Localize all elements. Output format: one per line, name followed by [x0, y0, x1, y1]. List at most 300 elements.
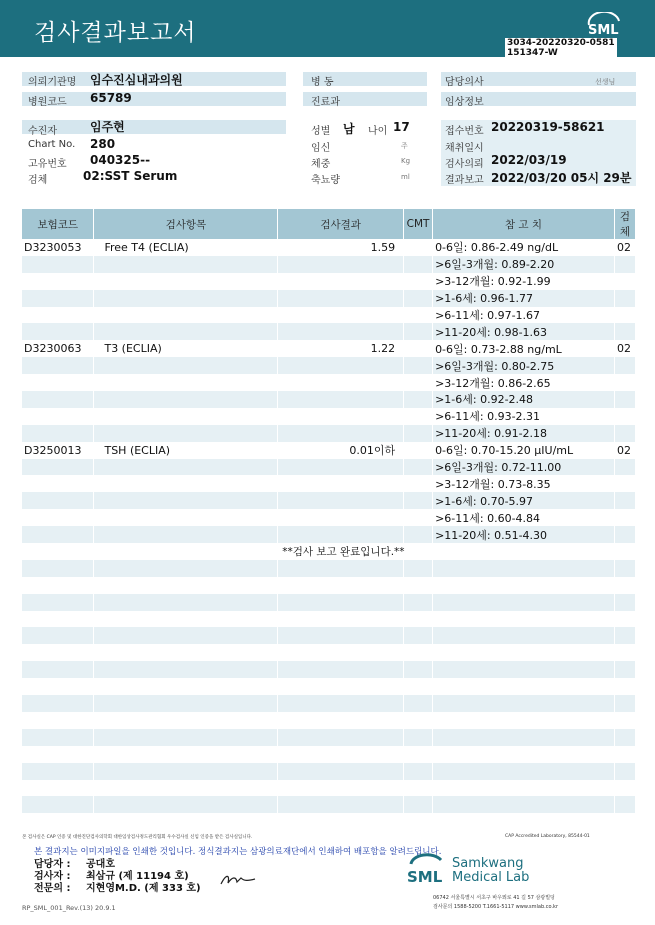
empty-cell [433, 594, 615, 611]
cmt-cell [404, 374, 433, 391]
table-row [22, 340, 636, 357]
empty-cell [22, 729, 94, 746]
insurance-code-cell [22, 391, 94, 408]
result-cell [278, 323, 404, 340]
test-item-cell [94, 273, 278, 290]
manager-value: 공대호 [86, 859, 115, 870]
age-label: 나이 [368, 126, 388, 137]
empty-cell [614, 695, 635, 712]
specimen-cell [614, 256, 635, 273]
table-row [22, 442, 636, 459]
empty-cell [614, 678, 635, 695]
empty-cell [433, 712, 615, 729]
specimen-cell [614, 391, 635, 408]
empty-cell [22, 594, 94, 611]
insurance-code-cell [22, 374, 94, 391]
test-item-cell [94, 425, 278, 442]
empty-cell [614, 661, 635, 678]
empty-row [22, 746, 636, 763]
empty-cell [22, 543, 94, 560]
table-row [22, 290, 636, 307]
col-test-item: 검사항목 [94, 209, 278, 239]
specimen-cell [614, 323, 635, 340]
empty-cell [94, 729, 278, 746]
table-row [22, 323, 636, 340]
result-cell [278, 526, 404, 543]
empty-cell [404, 644, 433, 661]
reference-cell: >6-11세: 0.97-1.67 [433, 307, 615, 324]
specimen-cell [614, 273, 635, 290]
empty-cell [433, 661, 615, 678]
chart-value: 280 [90, 137, 116, 151]
test-item-cell [94, 492, 278, 509]
reference-cell: 0-6일: 0.70-15.20 µIU/mL [433, 442, 615, 459]
completion-row [22, 543, 636, 560]
empty-cell [22, 661, 94, 678]
empty-row [22, 560, 636, 577]
hospital-code-value: 65789 [90, 91, 132, 105]
empty-cell [22, 644, 94, 661]
result-cell [278, 290, 404, 307]
table-row [22, 374, 636, 391]
table-row [22, 357, 636, 374]
empty-cell [404, 813, 433, 830]
empty-row [22, 796, 636, 813]
specimen-cell [614, 509, 635, 526]
cmt-cell [404, 256, 433, 273]
request-label: 검사의뢰 [445, 159, 484, 170]
table-row [22, 391, 636, 408]
insurance-code-cell [22, 526, 94, 543]
specimen-cell [614, 425, 635, 442]
examiner-value: 최삼규 (제 11194 호) [86, 871, 189, 882]
empty-cell [433, 729, 615, 746]
insurance-code-cell [22, 273, 94, 290]
pregnancy-label: 임신 [311, 143, 331, 154]
empty-cell [278, 729, 404, 746]
svg-text:SML: SML [407, 868, 443, 886]
test-item-cell [94, 307, 278, 324]
empty-cell [404, 661, 433, 678]
result-cell: 0.01이하 [278, 442, 404, 459]
empty-cell [404, 796, 433, 813]
insurance-code-cell: D3250013 [22, 442, 94, 459]
empty-cell [278, 746, 404, 763]
urine-label: 축뇨량 [311, 175, 340, 186]
specimen-cell: 02 [614, 239, 635, 256]
empty-cell [94, 678, 278, 695]
collect-label: 채취일시 [445, 143, 484, 154]
empty-cell [614, 746, 635, 763]
empty-cell [433, 763, 615, 780]
id-value: 040325-- [90, 153, 151, 167]
insurance-code-cell [22, 323, 94, 340]
test-item-cell [94, 391, 278, 408]
insurance-code-cell [22, 425, 94, 442]
empty-cell [278, 627, 404, 644]
empty-cell [404, 560, 433, 577]
empty-cell [278, 577, 404, 594]
specimen-cell [614, 290, 635, 307]
empty-cell [278, 813, 404, 830]
cmt-cell [404, 307, 433, 324]
reference-cell: >11-20세: 0.51-4.30 [433, 526, 615, 543]
clinic-value: 임수진심내과의원 [90, 73, 183, 87]
test-item-cell [94, 509, 278, 526]
empty-cell [278, 780, 404, 797]
report-value: 2022/03/20 05시 29분 [491, 171, 632, 185]
cmt-cell [404, 340, 433, 357]
empty-cell [94, 763, 278, 780]
empty-row [22, 712, 636, 729]
empty-cell [433, 746, 615, 763]
empty-row [22, 678, 636, 695]
empty-cell [278, 594, 404, 611]
empty-cell [433, 678, 615, 695]
empty-cell [404, 611, 433, 628]
hospital-code-label: 병원코드 [28, 97, 67, 108]
empty-cell [433, 577, 615, 594]
result-cell [278, 374, 404, 391]
report-title: 검사결과보고서 [34, 20, 197, 46]
test-item-cell [94, 374, 278, 391]
revision-code: RP_SML_001_Rev.(13) 20.9.1 [22, 904, 116, 912]
empty-cell [22, 560, 94, 577]
test-item-cell [94, 526, 278, 543]
reference-cell: >3-12개월: 0.92-1.99 [433, 273, 615, 290]
specimen-cell [614, 357, 635, 374]
empty-cell [614, 712, 635, 729]
specimen-cell [614, 374, 635, 391]
result-cell [278, 256, 404, 273]
empty-cell [94, 594, 278, 611]
gender-value: 남 [343, 122, 355, 136]
test-item-cell [94, 459, 278, 476]
insurance-code-cell [22, 307, 94, 324]
col-cmt: CMT [404, 209, 433, 239]
cmt-cell [404, 323, 433, 340]
empty-cell [614, 796, 635, 813]
empty-cell [433, 695, 615, 712]
empty-cell [278, 796, 404, 813]
empty-cell [94, 746, 278, 763]
empty-cell [404, 746, 433, 763]
test-item-cell [94, 323, 278, 340]
insurance-code-cell [22, 509, 94, 526]
specimen-cell: 02 [614, 442, 635, 459]
empty-cell [614, 644, 635, 661]
test-item-cell [94, 475, 278, 492]
empty-cell [614, 763, 635, 780]
empty-row [22, 763, 636, 780]
urine-unit: ml [401, 173, 410, 181]
empty-cell [94, 661, 278, 678]
table-row [22, 273, 636, 290]
cmt-cell [404, 408, 433, 425]
print-notice: 본 결과지는 이미지파일을 인쇄한 것입니다. 정식결과지는 삼광의료재단에서 인쇄하여 배포함을 알려드립니다. [34, 847, 442, 857]
request-value: 2022/03/19 [491, 153, 567, 167]
empty-cell [22, 712, 94, 729]
table-row [22, 256, 636, 273]
specimen-cell [614, 307, 635, 324]
empty-cell [433, 780, 615, 797]
empty-cell [94, 611, 278, 628]
insurance-code-cell [22, 408, 94, 425]
cmt-cell [404, 492, 433, 509]
lab-name: Samkwang Medical Lab [452, 856, 530, 885]
test-item-cell: T3 (ECLIA) [94, 340, 278, 357]
insurance-code-cell: D3230053 [22, 239, 94, 256]
reference-cell: >1-6세: 0.70-5.97 [433, 492, 615, 509]
empty-cell [404, 695, 433, 712]
test-item-cell: TSH (ECLIA) [94, 442, 278, 459]
empty-cell [614, 729, 635, 746]
empty-cell [614, 577, 635, 594]
empty-row [22, 813, 636, 830]
manager-label: 담당자 : [34, 859, 71, 870]
result-cell: 1.59 [278, 239, 404, 256]
specimen-cell [614, 492, 635, 509]
col-insurance-code: 보험코드 [22, 209, 94, 239]
empty-cell [94, 543, 278, 560]
empty-cell [94, 695, 278, 712]
empty-cell [404, 627, 433, 644]
doctor-label: 담당의사 [445, 77, 484, 88]
table-row [22, 492, 636, 509]
accreditation-note: 본 검사실은 CAP 인증 및 대한진단검사의학회 대한임상검사정도관리협회 우수검사실 신임 인증을 받은 검사실입니다. [22, 835, 253, 840]
empty-row [22, 780, 636, 797]
table-row [22, 526, 636, 543]
col-reference: 참 고 치 [433, 209, 615, 239]
specimen-cell: 02 [614, 340, 635, 357]
specimen-cell [614, 526, 635, 543]
result-cell: 1.22 [278, 340, 404, 357]
pregnancy-unit: 주 [401, 142, 408, 150]
gender-label: 성별 [311, 126, 331, 137]
empty-row [22, 729, 636, 746]
empty-cell [22, 813, 94, 830]
reference-cell: >6-11세: 0.60-4.84 [433, 509, 615, 526]
empty-cell [278, 611, 404, 628]
empty-cell [94, 577, 278, 594]
empty-cell [278, 560, 404, 577]
insurance-code-cell [22, 290, 94, 307]
cap-note: CAP Accredited Laboratory, 85544-01 [505, 834, 590, 839]
empty-cell [404, 678, 433, 695]
age-value: 17 [393, 120, 410, 134]
empty-cell [404, 712, 433, 729]
insurance-code-cell [22, 475, 94, 492]
empty-cell [22, 746, 94, 763]
clinical-label: 임상정보 [445, 97, 484, 108]
results-table [22, 209, 636, 830]
reference-cell: >11-20세: 0.98-1.63 [433, 323, 615, 340]
reference-cell: 0-6일: 0.86-2.49 ng/dL [433, 239, 615, 256]
empty-cell [94, 780, 278, 797]
empty-cell [22, 763, 94, 780]
dept-label: 진료과 [311, 97, 340, 108]
patient-label: 수진자 [28, 126, 57, 137]
receipt-label: 접수번호 [445, 126, 484, 137]
cmt-cell [404, 475, 433, 492]
cmt-cell [404, 509, 433, 526]
empty-cell [22, 577, 94, 594]
receipt-value: 20220319-58621 [491, 120, 605, 134]
weight-label: 체중 [311, 159, 331, 170]
signature-icon [218, 872, 258, 888]
empty-cell [22, 695, 94, 712]
logo-text: SML [588, 23, 619, 38]
cmt-cell [404, 391, 433, 408]
empty-cell [22, 627, 94, 644]
sml-logo-icon [585, 12, 623, 38]
patient-row-bg [22, 120, 286, 134]
test-item-cell [94, 290, 278, 307]
empty-cell [404, 729, 433, 746]
empty-row [22, 695, 636, 712]
table-row [22, 509, 636, 526]
result-cell [278, 475, 404, 492]
empty-cell [614, 543, 635, 560]
specimen-cell [614, 475, 635, 492]
empty-cell [614, 594, 635, 611]
empty-cell [404, 780, 433, 797]
test-item-cell: Free T4 (ECLIA) [94, 239, 278, 256]
empty-cell [278, 695, 404, 712]
reference-number: 3034-20220320-0581 151347-W [507, 38, 615, 58]
empty-cell [278, 644, 404, 661]
empty-row [22, 627, 636, 644]
result-cell [278, 273, 404, 290]
empty-row [22, 661, 636, 678]
result-cell [278, 408, 404, 425]
test-item-cell [94, 408, 278, 425]
specialist-value: 지현영M.D. (제 333 호) [86, 883, 201, 894]
result-cell [278, 425, 404, 442]
reference-cell: >6-11세: 0.93-2.31 [433, 408, 615, 425]
insurance-code-cell: D3230063 [22, 340, 94, 357]
reference-cell: >6일-3개월: 0.72-11.00 [433, 459, 615, 476]
col-result: 검사결과 [278, 209, 404, 239]
reference-cell: >1-6세: 0.92-2.48 [433, 391, 615, 408]
empty-cell [433, 644, 615, 661]
empty-cell [433, 560, 615, 577]
empty-cell [22, 796, 94, 813]
empty-cell [94, 627, 278, 644]
empty-cell [404, 594, 433, 611]
insurance-code-cell [22, 459, 94, 476]
result-cell [278, 307, 404, 324]
table-row [22, 425, 636, 442]
table-row [22, 459, 636, 476]
empty-row [22, 644, 636, 661]
examiner-label: 검사자 : [34, 871, 71, 882]
cmt-cell [404, 239, 433, 256]
empty-cell [22, 678, 94, 695]
specimen-cell [614, 408, 635, 425]
table-row [22, 307, 636, 324]
insurance-code-cell [22, 492, 94, 509]
empty-cell [433, 813, 615, 830]
report-label: 결과보고 [445, 175, 484, 186]
empty-cell [94, 644, 278, 661]
specialist-label: 전문의 : [34, 883, 71, 894]
empty-row [22, 594, 636, 611]
cmt-cell [404, 357, 433, 374]
empty-cell [433, 796, 615, 813]
table-header-row [22, 209, 636, 239]
empty-cell [433, 627, 615, 644]
empty-cell [94, 796, 278, 813]
empty-row [22, 577, 636, 594]
reference-cell: >6일-3개월: 0.89-2.20 [433, 256, 615, 273]
id-label: 고유번호 [28, 159, 67, 170]
result-cell [278, 492, 404, 509]
reference-cell: >3-12개월: 0.73-8.35 [433, 475, 615, 492]
cmt-cell [404, 290, 433, 307]
result-cell [278, 391, 404, 408]
empty-cell [278, 678, 404, 695]
empty-cell [614, 560, 635, 577]
empty-cell [278, 712, 404, 729]
table-row [22, 475, 636, 492]
clinic-label: 의뢰기관명 [28, 77, 77, 88]
empty-cell [94, 813, 278, 830]
result-cell [278, 459, 404, 476]
result-cell [278, 357, 404, 374]
empty-cell [404, 577, 433, 594]
lab-contact: 검사문의 1588-5200 T.1661-5117 www.smlab.co.kr [433, 904, 558, 910]
col-specimen: 검체 [614, 209, 635, 239]
cmt-cell [404, 526, 433, 543]
specimen-cell [614, 459, 635, 476]
empty-cell [614, 813, 635, 830]
empty-cell [22, 780, 94, 797]
insurance-code-cell [22, 357, 94, 374]
reference-cell: >6일-3개월: 0.80-2.75 [433, 357, 615, 374]
empty-cell [404, 763, 433, 780]
reference-cell: >11-20세: 0.91-2.18 [433, 425, 615, 442]
sml-footer-logo-icon [405, 848, 447, 890]
patient-value: 임주현 [90, 120, 125, 134]
empty-cell [614, 627, 635, 644]
empty-cell [278, 661, 404, 678]
test-item-cell [94, 357, 278, 374]
completion-note: **검사 보고 완료입니다.** [278, 543, 615, 560]
empty-cell [278, 763, 404, 780]
table-row [22, 408, 636, 425]
insurance-code-cell [22, 256, 94, 273]
result-cell [278, 509, 404, 526]
table-row [22, 239, 636, 256]
test-item-cell [94, 256, 278, 273]
lab-address: 06742 서울특별시 서초구 바우뫼로 41 길 57 삼광빌딩 [433, 895, 555, 901]
weight-unit: Kg [401, 157, 411, 165]
cmt-cell [404, 425, 433, 442]
cmt-cell [404, 273, 433, 290]
reference-cell: >3-12개월: 0.86-2.65 [433, 374, 615, 391]
specimen-label: 검체 [28, 175, 48, 186]
chart-label: Chart No. [28, 139, 76, 150]
reference-cell: 0-6일: 0.73-2.88 ng/mL [433, 340, 615, 357]
ward-label: 병 동 [311, 77, 334, 88]
empty-cell [614, 780, 635, 797]
doctor-suffix: 선생님 [595, 78, 616, 86]
empty-cell [614, 611, 635, 628]
empty-cell [433, 611, 615, 628]
empty-cell [94, 560, 278, 577]
empty-cell [22, 611, 94, 628]
